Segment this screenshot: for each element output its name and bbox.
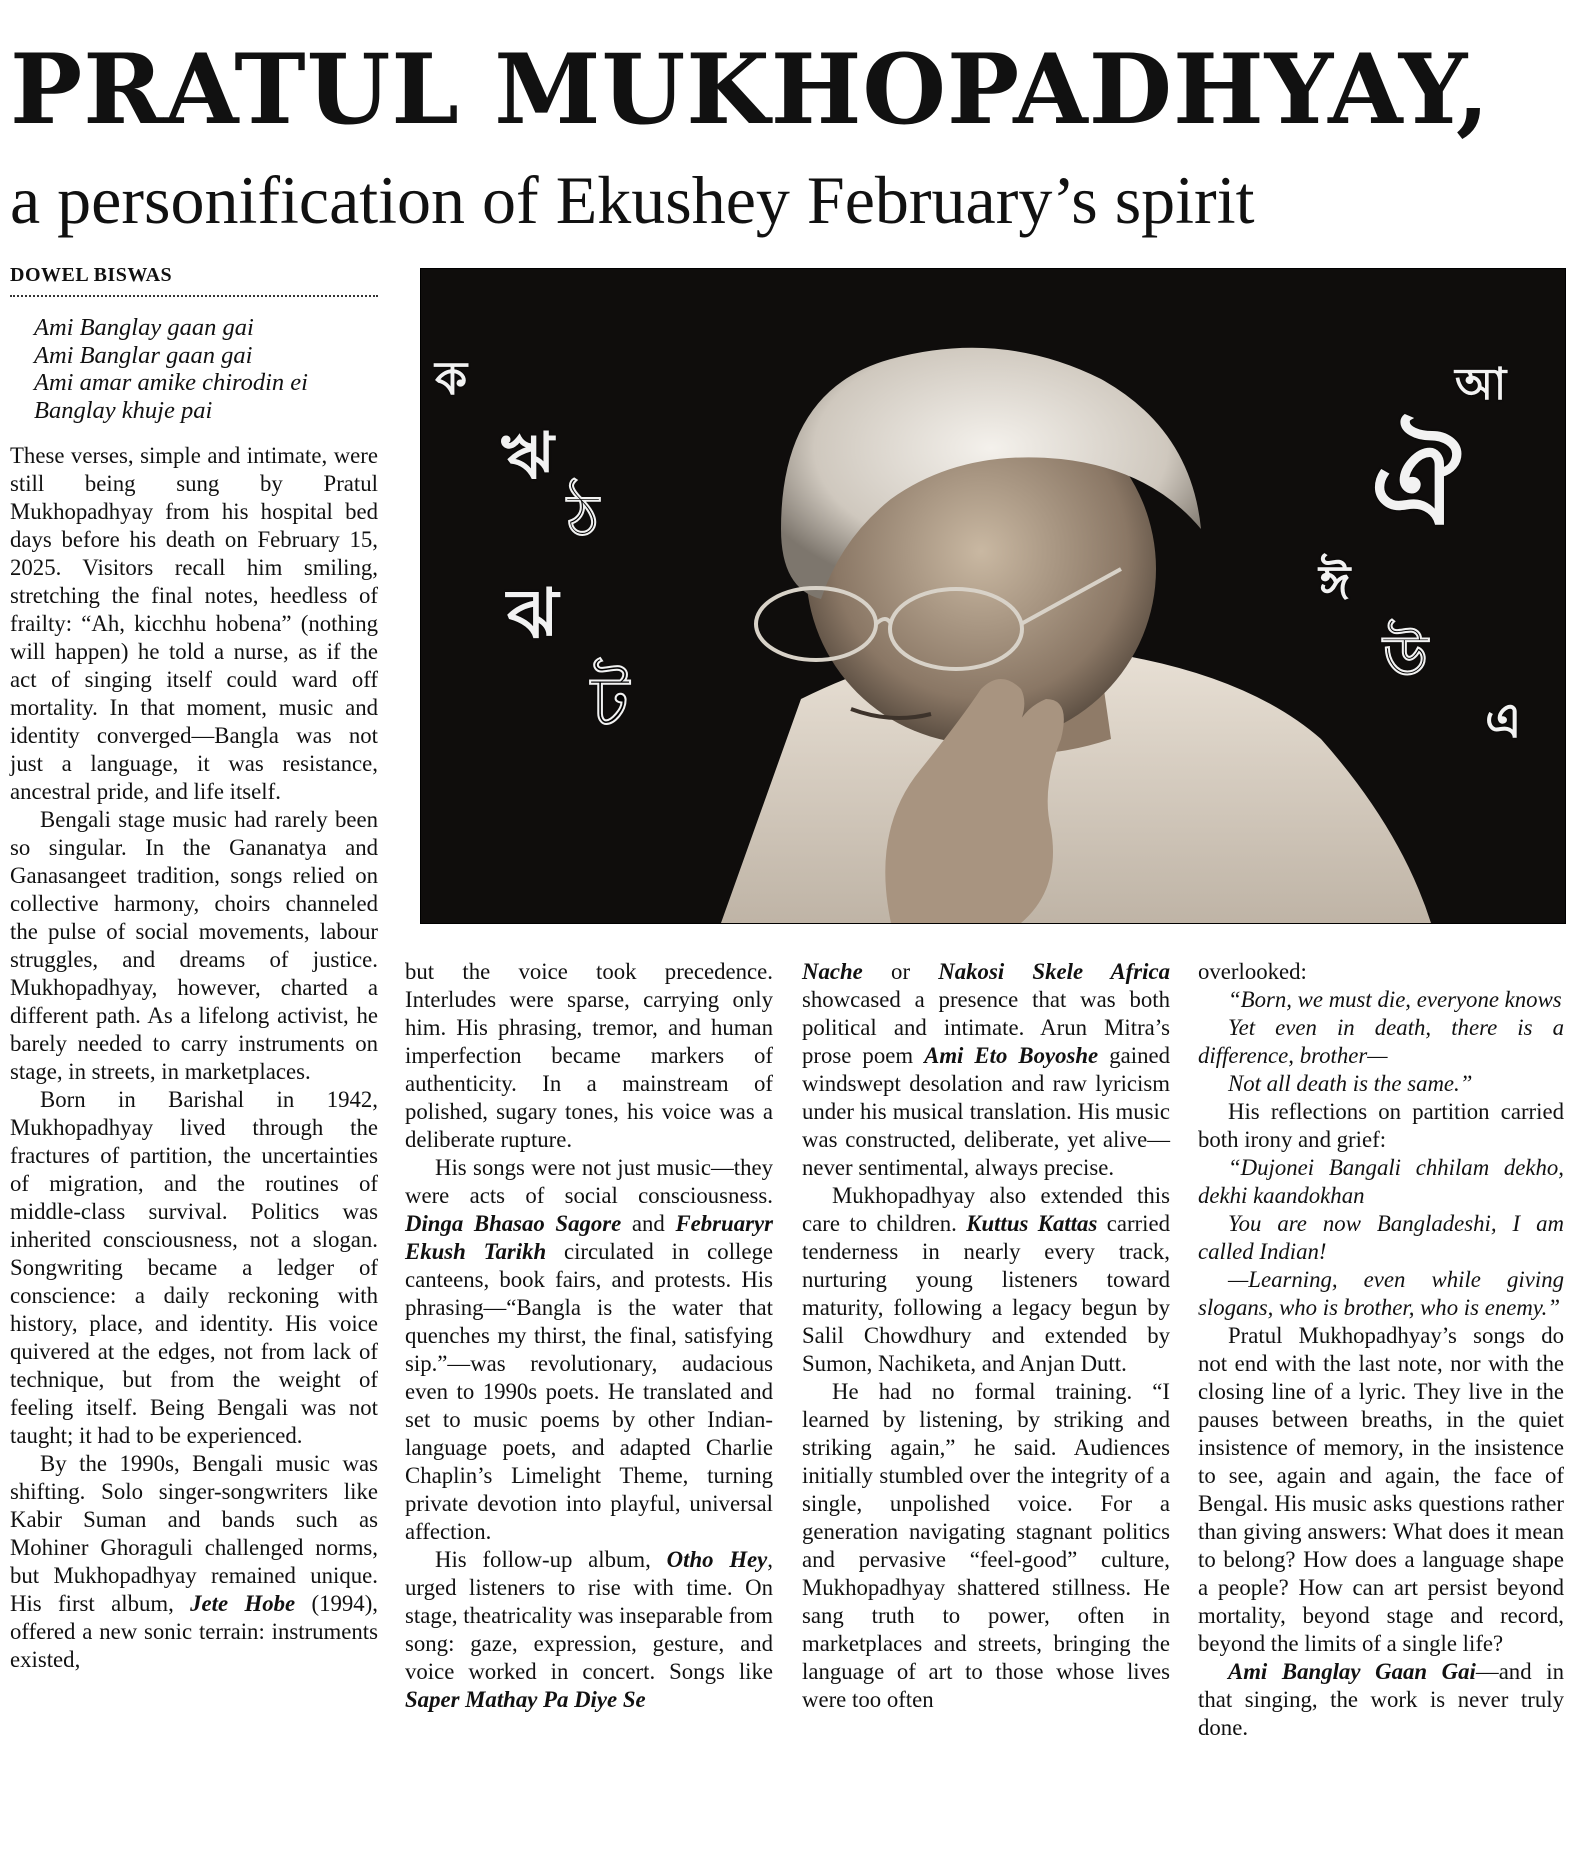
text-run: circulated in college canteens, book fairs, and protests. His phrasing—“Bangla is the water that quenches my thirst, the final, satisfying sip.”—was revolutionary, audacious even to 1990s poets. He translated and set to music poems by other Indian-language poets, and adapted Charlie Chaplin’s Limelight Theme, turning private devotion into playful, universal affection. [405,1239,773,1544]
text-run: , urged listeners to rise with time. On stage, theatricality was inseparable from song: gaze, expression, gesture, and voice worked in concert. Songs like [405,1547,773,1684]
paragraph: His reflections on partition carried both irony and grief: [1198,1099,1564,1152]
bengali-letter: ঝ [507,575,559,654]
poem-title: Ami Eto Boyoshe [924,1043,1099,1068]
bengali-letter: উ [1383,622,1429,690]
song-title: Februaryr Ekush Tarikh [405,1211,773,1264]
paragraph: These verses, simple and intimate, were still being sung by Pratul Mukhopadhyay from his hospital bed days before his death on February 15, 2025. Visitors recall him smiling, stretching the final notes, heedless of frailty: “Ah, kicchhu hobena” (nothing will happen) he told a nurse, as if the act of singing itself could ward off mortality. In that moment, music and identity converged—Bangla was not just a language, it was resistance, ancestral pride, and life itself. [10,443,378,804]
text-run: or [862,959,939,984]
paragraph [405,1546,773,1714]
text-run: and [621,1211,676,1236]
verse-line: Banglay khuje pai [34,396,213,424]
bengali-letter: ঈ [1319,555,1351,611]
paragraph: overlooked: [1198,959,1307,984]
bengali-letter: এ [1485,693,1522,749]
quoted-lyric: You are now Bangladeshi, I am called Indian! [1198,1211,1564,1264]
paragraph: but the voice took precedence. Interludes were sparse, carrying only him. His phrasing, tremor, and human imperfection became markers of authenticity. In a mainstream of polished, sugary tones, his voice was a deliberate rupture. [405,959,773,1152]
text-run: By the 1990s, Bengali music was shifting. Solo singer-songwriters like Kabir Suman and bands such as Mohiner Ghoraguli challenged norms, but Mukhopadhyay remained unique. His first album, [10,1451,378,1616]
album-title: Kuttus Kattas [966,1211,1098,1236]
paragraph: Pratul Mukhopadhyay’s songs do not end with the last note, nor with the closing line of a lyric. They live in the pauses between breaths, in the quiet insistence of memory, in the insistence to see, again and again, the face of Bengal. His music asks questions rather than giving answers: What does it mean to belong? How does a language shape a people? How can art persist beyond mortality, beyond stage and record, beyond the limits of a single life? [1198,1323,1564,1656]
text-run: showcased a presence that was both political and intimate. Arun Mitra’s prose poem [802,987,1170,1068]
verse-line: Ami Banglar gaan gai [34,341,253,369]
quoted-lyric: Yet even in death, there is a difference, brother— [1198,1015,1564,1068]
text-run: —and in that singing, the work is never truly done. [1198,1659,1564,1740]
song-title: Ami Banglay Gaan Gai [1228,1659,1476,1684]
article-column-4 [1198,958,1564,1742]
text-run: gained windswept desolation and raw lyricism under his musical translation. His music was constructed, deliberate, yet alive—never sentimental, always precise. [802,1043,1170,1180]
paragraph [1198,1658,1564,1742]
quoted-lyric: Not all death is the same.” [1228,1071,1473,1096]
album-title: Otho Hey [666,1547,768,1572]
song-title: Dinga Bhasao Sagore [405,1211,622,1236]
paragraph [802,1182,1170,1378]
byline: DOWEL BISWAS [10,264,378,297]
text-run: His follow-up album, [435,1547,667,1572]
verse-line: Ami Banglay gaan gai [34,314,254,341]
paragraph [802,958,1170,1182]
article-column-1 [10,442,378,1674]
subheadline: a personification of Ekushey February’s spirit [10,162,1255,238]
bengali-letter: ঋ [501,420,554,494]
bengali-letter: ক [435,351,468,405]
bengali-letter: ঐ [1371,420,1462,550]
paragraph [405,1154,773,1546]
quoted-lyric: “Born, we must die, everyone knows [1228,987,1562,1012]
text-run: Mukhopadhyay also extended this care to children. [802,1183,1170,1236]
quoted-lyric: —Learning, even while giving slogans, who is brother, who is enemy.” [1198,1267,1564,1320]
bengali-letter: ট [591,661,630,743]
article-column-2 [405,958,773,1714]
paragraph [10,1450,378,1674]
text-run: carried tenderness in nearly every track, nurturing young listeners toward maturity, following a legacy begun by Salil Chowdhury and extended by Sumon, Nachiketa, and Anjan Dutt. [802,1211,1170,1376]
verse-line: Ami amar amike chirodin ei [34,369,308,396]
opening-verse [34,314,378,424]
article-column-3 [802,958,1170,1714]
song-title: Nakosi Skele Africa [938,959,1170,984]
text-run: (1994), offered a new sonic terrain: instruments existed, [10,1591,378,1672]
headline: PRATUL MUKHOPADHYAY, [10,33,1491,146]
quoted-lyric: “Dujonei Bangali chhilam dekho, dekhi kaandokhan [1198,1155,1564,1208]
text-run: His songs were not just music—they were acts of social consciousness. [405,1155,773,1208]
album-title: Jete Hobe [190,1591,296,1616]
portrait-photo [420,268,1566,924]
song-title: Saper Mathay Pa Diye Se [405,1687,646,1712]
bengali-letter: ঠ [567,482,600,552]
paragraph: Bengali stage music had rarely been so singular. In the Gananatya and Ganasangeet tradition, songs relied on collective harmony, choirs channeled the pulse of social movements, labour struggles, and dreams of justice. Mukhopadhyay, however, charted a different path. As a lifelong activist, he barely needed to carry instruments on stage, in streets, in marketplaces. [10,807,378,1084]
song-title: Nache [802,959,863,984]
bengali-letter: আ [1455,359,1507,410]
portrait-illustration [421,269,1565,923]
paragraph: Born in Barishal in 1942, Mukhopadhyay lived through the fractures of partition, the uncertainties of migration, and the routines of middle-class survival. Politics was inherited consciousness, not a slogan. Songwriting became a ledger of conscience: a daily reckoning with history, place, and identity. His voice quivered at the edges, not from lack of technique, but from the weight of feeling itself. Being Bengali was not taught; it had to be experienced. [10,1087,378,1448]
paragraph: He had no formal training. “I learned by listening, by striking and striking again,” he said. Audiences initially stumbled over the integrity of a single, unpolished voice. For a generation navigating stagnant politics and pervasive “feel-good” culture, Mukhopadhyay shattered stillness. He sang truth to power, often in marketplaces and streets, bringing the language of art to those whose lives were too often [802,1379,1170,1712]
